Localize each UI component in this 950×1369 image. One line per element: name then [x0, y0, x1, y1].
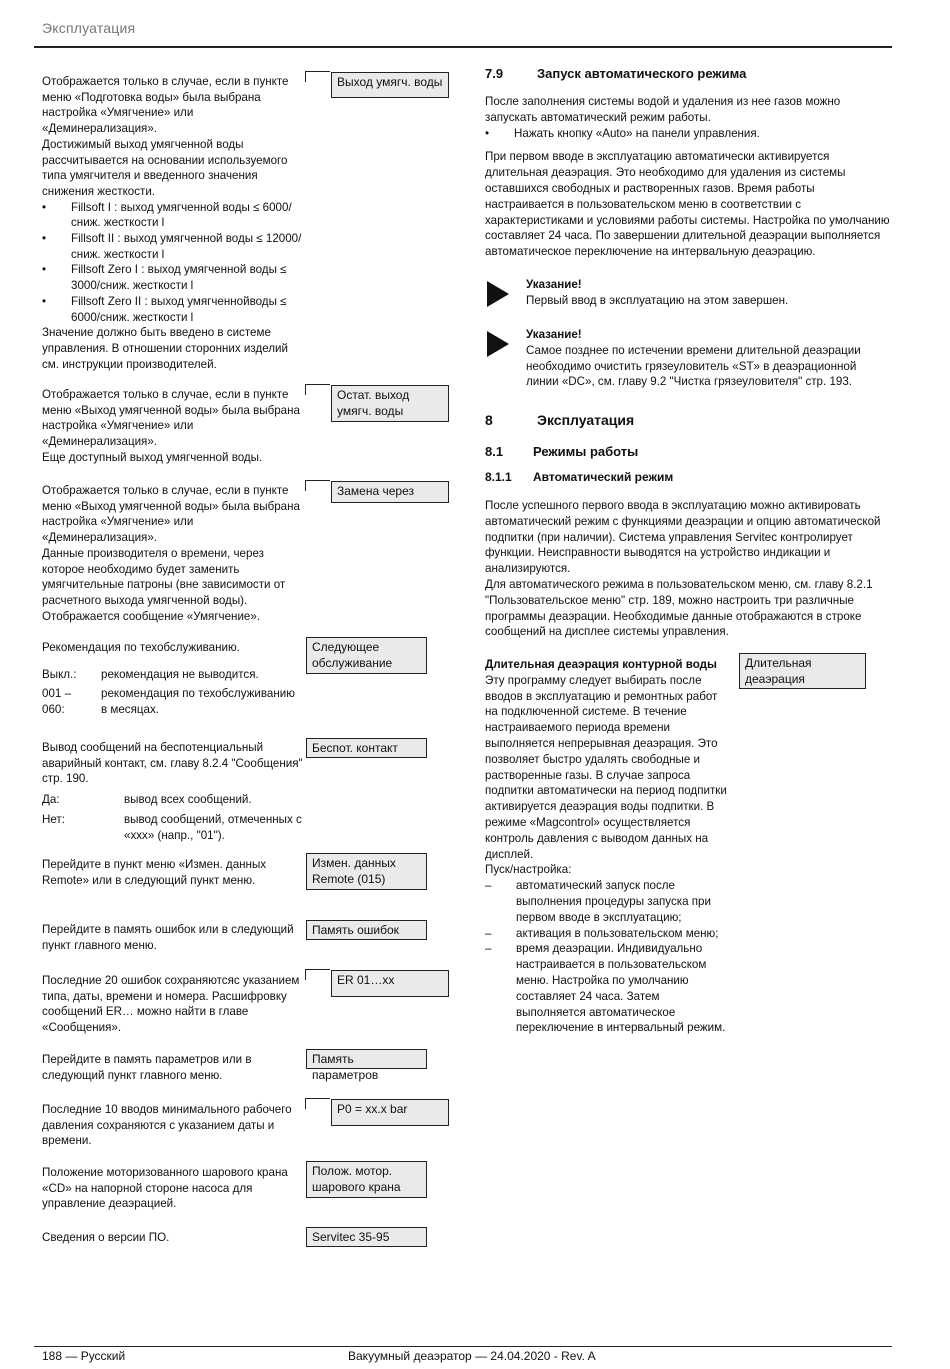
definition-row: [42, 812, 304, 843]
list-item: • Fillsoft Zero II : выход умягченнойводы ≤ 6000/сниж. жесткости l: [42, 294, 287, 324]
lcd-change-remote-data: Измен. данных Remote (015): [306, 853, 427, 890]
paragraph: Эту программу следует выбирать после вводов в эксплуатацию и ремонтных работ на подключенной системе. В течение настраиваемого периода времени выполняется непрерывная деаэрация. Это позволяет быстро удалять свободные и растворенные газы. В случае запроса подпитки автоматически на период подпитки активируется деаэрация воды подпитки. В режиме «Magcontrol» осуществляется контроль давления с выводом данных на дисплей.: [485, 673, 727, 861]
lcd-continuous-degassing: Длительная деаэрация: [739, 653, 866, 689]
remaining-softened-output-description: [42, 387, 304, 466]
paragraph: Отображается сообщение «Умягчение».: [42, 609, 261, 623]
note-title: Указание!: [526, 328, 582, 341]
definition-term: Нет:: [42, 812, 65, 826]
note-first-commissioning: [485, 277, 890, 309]
note-arrow-icon: [487, 281, 509, 307]
software-version-description: [42, 1230, 304, 1246]
lcd-softened-water-output: Выход умягч. воды: [331, 72, 449, 98]
lcd-replace-in: Замена через: [331, 481, 449, 503]
list-item: – активация в пользовательском меню;: [485, 926, 719, 940]
error-memory-description: [42, 922, 304, 953]
lcd-min-pressure-log: P0 = xx.x bar: [331, 1099, 449, 1126]
paragraph: Последние 20 ошибок сохраняютсяс указанием типа, даты, времени и номера. Расшифровку сообщений ER… можно найти в главе «Сообщения».: [42, 974, 300, 1035]
replace-in-description: [42, 483, 304, 624]
lcd-software-version: Servitec 35-95: [306, 1227, 427, 1247]
section-heading-8-1: [485, 444, 638, 459]
paragraph: После успешного первого ввода в эксплуатацию можно активировать автоматический режим с функциями деаэрации и опцию автоматической подпитки (при наличии). Система управления Servitec контролирует функции. Неисправности выводятся на устройство индикации и анализируются.: [485, 499, 881, 576]
note-text: Первый ввод в эксплуатацию на этом завершен.: [526, 293, 789, 307]
change-remote-data-description: [42, 857, 304, 888]
ball-valve-position-description: [42, 1165, 304, 1212]
error-list-description: [42, 973, 304, 1036]
paragraph: Пуск/настройка:: [485, 863, 572, 877]
min-pressure-log-description: [42, 1102, 304, 1149]
footer-document-info: Вакуумный деаэратор — 24.04.2020 - Rev. A: [348, 1349, 596, 1363]
list-item: – автоматический запуск после выполнения процедуры запуска при первом вводе в эксплуатацию;: [485, 879, 711, 924]
page-header-title: Эксплуатация: [42, 20, 136, 36]
definition-text: рекомендация по техобслуживанию в месяцах.: [101, 687, 295, 717]
paragraph: Отображается только в случае, если в пункте меню «Подготовка воды» была выбрана настройка «Умягчение» или «Деминерализация».: [42, 75, 289, 136]
definition-term: Выкл.:: [42, 667, 77, 681]
paragraph: Значение должно быть введено в системе управления. В отношении сторонних изделий см. инструкции производителей.: [42, 326, 289, 371]
definition-term: Да:: [42, 793, 60, 807]
paragraph: Сведения о версии ПО.: [42, 1231, 170, 1244]
definition-row: [42, 667, 304, 683]
section-number: 8.1.1: [485, 470, 512, 484]
softened-water-output-description: [42, 74, 304, 372]
lcd-error-memory: Память ошибок: [306, 920, 427, 940]
header-divider: [34, 46, 892, 48]
list-item: • Fillsoft II : выход умягченной воды ≤ 12000/сниж. жесткости l: [42, 232, 302, 261]
note-title: Указание!: [526, 278, 582, 291]
footer-page-number: 188 — Русский: [42, 1349, 126, 1363]
paragraph: Еще доступный выход умягченной воды.: [42, 450, 263, 464]
automatic-mode-body: [485, 498, 890, 640]
paragraph: Перейдите в память ошибок или в следующий пункт главного меню.: [42, 923, 294, 952]
action-list: [485, 126, 890, 142]
paragraph: Данные производителя о времени, через которое необходимо будет заменить умягчительные патроны (вне зависимости от расчетного выхода умягченной воды).: [42, 546, 286, 607]
definition-text: вывод всех сообщений.: [124, 793, 252, 807]
paragraph: Рекомендация по техобслуживанию.: [42, 641, 240, 654]
lcd-potential-free-contact: Беспот. контакт: [306, 738, 427, 758]
section-heading-7-9: [485, 66, 746, 81]
lcd-next-service: Следующее обслуживание: [306, 637, 427, 674]
definition-text: рекомендация не выводится.: [101, 667, 259, 681]
section-number: 8: [485, 412, 493, 428]
paragraph: Вывод сообщений на беспотенциальный аварийный контакт, см. главу 8.2.4 "Сообщения" стр. 190.: [42, 741, 303, 786]
softener-output-list: [42, 200, 304, 326]
paragraph: Перейдите в память параметров или в следующий пункт главного меню.: [42, 1053, 252, 1082]
definition-row: [42, 686, 304, 717]
list-item: • Fillsoft Zero I : выход умягченной воды ≤ 3000/сниж. жесткости l: [42, 263, 287, 293]
footer-divider: [34, 1346, 892, 1347]
section-7-9-body: [485, 94, 890, 260]
next-service-description: [42, 640, 304, 718]
paragraph: После заполнения системы водой и удаления из нее газов можно запускать автоматический режим работы.: [485, 95, 841, 124]
lcd-parameter-memory: Память параметров: [306, 1049, 427, 1069]
note-arrow-icon: [487, 331, 509, 357]
continuous-degassing-block: [485, 657, 730, 1036]
section-title: Режимы работы: [533, 444, 639, 459]
section-number: 7.9: [485, 66, 504, 81]
potential-free-contact-description: [42, 740, 304, 843]
paragraph: Перейдите в пункт меню «Измен. данных Remote» или в следующий пункт меню.: [42, 858, 267, 887]
section-title: Автоматический режим: [533, 470, 674, 484]
definition-text: вывод сообщений, отмеченных с «xxx» (напр., "01").: [124, 812, 302, 842]
paragraph: Положение моторизованного шарового крана «CD» на напорной стороне насоса для управление деаэрацией.: [42, 1166, 288, 1211]
note-text: Самое позднее по истечении времени длительной деаэрации необходимо очистить грязеуловитель «ST» в деаэрационной линии «DC», см. главу 9.2 "Чистка грязеуловителя" стр. 193.: [526, 343, 861, 389]
definition-row: [42, 792, 304, 808]
section-number: 8.1: [485, 444, 504, 459]
paragraph: Отображается только в случае, если в пункте меню «Выход умягченной воды» была выбрана настройка «Умягчение» или «Деминерализация».: [42, 388, 300, 449]
list-item: – время деаэрации. Индивидуально настраивается в пользовательском меню. Настройка по умолчанию составляет 24 часа. Затем выполняется автоматическое переключение в интервальный режим.: [485, 942, 726, 1035]
lcd-error-list: ER 01…xx: [331, 970, 449, 997]
lcd-remaining-softened-output: Остат. выход умягч. воды: [331, 385, 449, 422]
list-item: • Нажать кнопку «Auto» на панели управления.: [485, 126, 760, 140]
parameter-memory-description: [42, 1052, 304, 1083]
paragraph: Достижимый выход умягченной воды рассчитывается на основании используемого типа умягчителя и введенного значения снижения жесткости.: [42, 137, 288, 198]
paragraph: Отображается только в случае, если в пункте меню «Выход умягченной воды» была выбрана настройка «Умягчение» или «Деминерализация».: [42, 484, 300, 545]
note-clean-dirt-trap: [485, 327, 890, 390]
lcd-ball-valve-position: Полож. мотор. шарового крана: [306, 1161, 427, 1198]
section-heading-8: [485, 412, 634, 428]
section-heading-8-1-1: [485, 470, 673, 484]
section-title: Эксплуатация: [537, 412, 635, 428]
subheading: Длительная деаэрация контурной воды: [485, 658, 717, 671]
paragraph: Для автоматического режима в пользовательском меню, см. главу 8.2.1 "Пользовательское меню" стр. 189, можно настроить три различные программы деаэрации. Необходимые данные отображаются в строке сообщений на дисплее системы управления.: [485, 577, 873, 639]
section-title: Запуск автоматического режима: [537, 66, 747, 81]
definition-term: 001 – 060:: [42, 687, 72, 717]
paragraph: При первом вводе в эксплуатацию автоматически активируется длительная деаэрация. Это необходимо для удаления из системы оставшихся свободных и растворенных газов. Время работы настраивается в пользовательском меню в соответствии с характеристиками и условиями работы системы. Настройка по умолчанию составляет 24 часа. По завершении длительной деаэрации выполняется автоматическое переключение на интервальную деаэрацию.: [485, 150, 890, 259]
start-settings-list: [485, 878, 730, 1036]
paragraph: Последние 10 вводов минимального рабочего давления сохраняются с указанием даты и времени.: [42, 1103, 292, 1148]
list-item: • Fillsoft I : выход умягченной воды ≤ 6000/сниж. жесткости l: [42, 200, 292, 230]
